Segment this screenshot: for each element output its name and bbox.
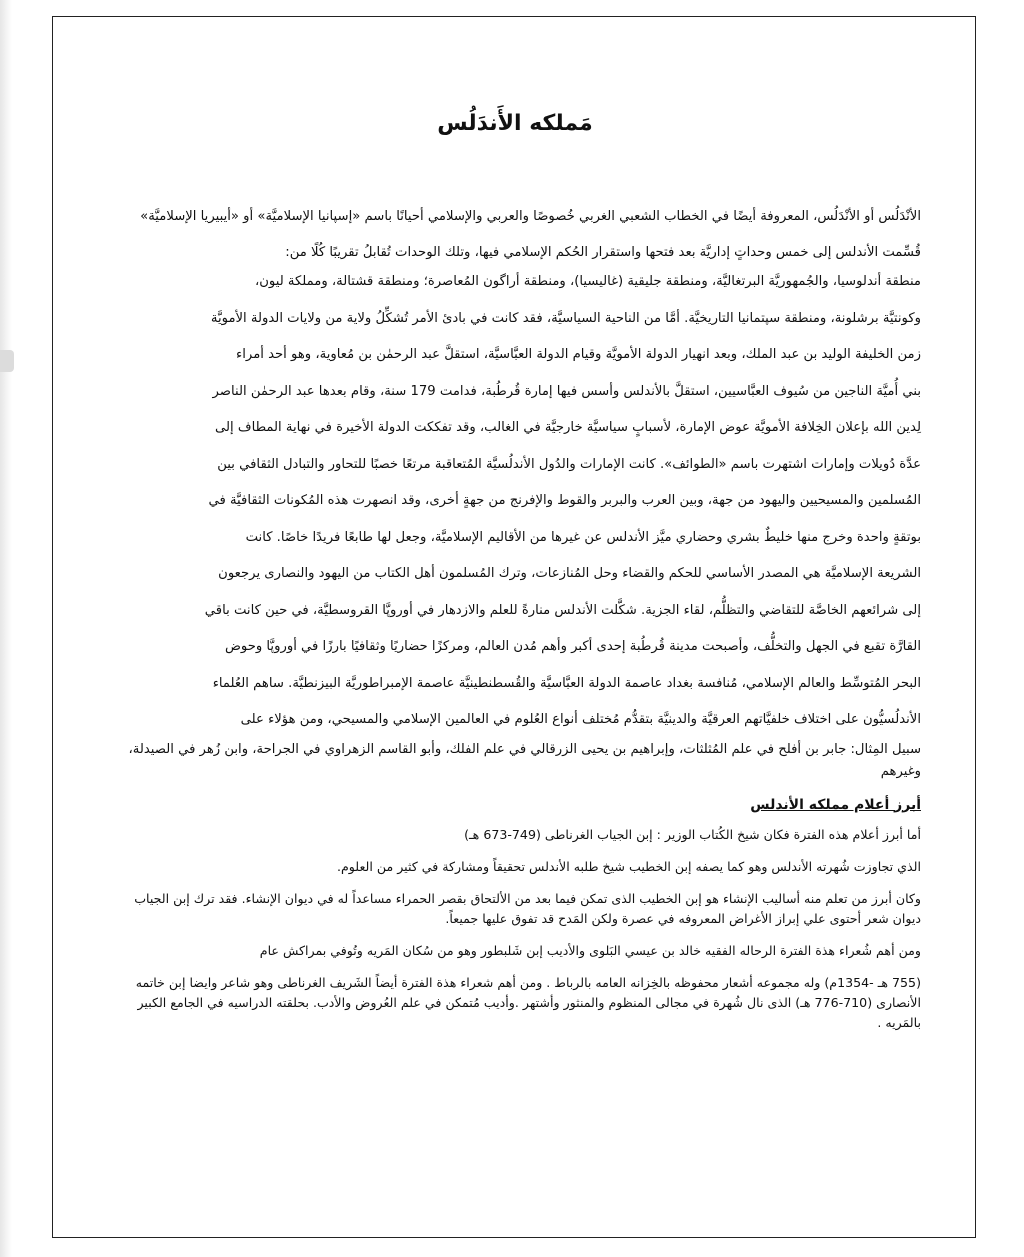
document-page	[52, 16, 976, 1238]
document-body	[109, 41, 921, 1045]
body-line: بني أُميَّة الناجين من سُيوف العبَّاسيين، استقلَّ بالأندلس وأسس فيها إمارة قُرطُبة، فدامت 179 سنة، وقام بعدها عبد الرحمٰن الناصر	[212, 383, 921, 399]
body-line: بوتقةٍ واحدة وخرج منها خليطٌ بشري وحضاري ميَّز الأندلس عن غيرها من الأقاليم الإسلاميَّة، وجعل لها طابعًا فريدًا خاصًا. كانت	[245, 529, 921, 545]
body-lines	[109, 264, 921, 739]
section-paragraph: أما أبرز أعلام هذه الفترة فكان شيخ الكُتاب الوزير : إبن الجياب الغرناطى (749-673 هـ)	[464, 826, 921, 842]
body-line: إلى شرائعهم الخاصَّة للتقاضي والتظلُّم، لقاء الجزية. شكَّلت الأندلس منارةً للعلم والازدهار في أوروپَّا القروسطيَّة، في حين كانت باقي	[204, 602, 921, 618]
page-title: مَملكه الأَندَلُس	[437, 111, 593, 136]
example-paragraph: سبيل المِثال: جابر بن أفلح في علم المُثلثات، وإبراهيم بن يحيى الزرقالي في علم الفلك، وأبو القاسم الزهراوي في الجراحة، وابن زُهر في الصيدلة، وغيرهم	[128, 741, 921, 779]
body-line: الأندلُسيُّون على اختلاف خلفيَّاتهم العرقيَّة والدينيَّة بتقدُّم مُختلف أنواع العُلوم في العالمين الإسلامي والمسيحي، ومن هؤلاء على	[240, 712, 921, 727]
body-line: الشريعة الإسلاميَّة هي المصدر الأساسي للحكم والقضاء وحل المُنازعات، وترك المُسلمون أهل الكتاب من اليهود والنصارى يرجعون	[218, 566, 921, 581]
viewer-edge-shadow	[0, 0, 12, 1257]
section-paragraph: ومن أهم شُعراء هذة الفترة الرحاله الفقيه خالد بن عيسي البَلوى والأديب إبن شَلبطور وهو من سُكان المَريه وتُوفي بمراكش عام	[259, 942, 921, 958]
section-paragraphs	[109, 825, 921, 1033]
body-line: زمن الخليفة الوليد بن عبد الملك، وبعد انهيار الدولة الأمويَّة وقيام الدولة العبَّاسيَّة، استقلَّ عبد الرحمٰن بن مُعاوية، وهو أحد أمراء	[236, 347, 921, 362]
section-paragraph: الذي تجاوزت شُهرته الأندلس وهو كما يصفه إبن الخطيب شيخ طلبه الأندلس تحقيقاً ومشاركة في كثير من العلوم.	[337, 858, 921, 874]
body-line: منطقة أندلوسيا، والجُمهوريَّة البرتغاليَّة، ومنطقة جليقية (غاليسيا)، ومنطقة أراگون المُعاصرة؛ ومنطقة قشتالة، ومملكة ليون،	[254, 274, 921, 289]
viewer-side-handle[interactable]	[0, 350, 14, 372]
body-line: وكونتيَّة برشلونة، ومنطقة سپتمانيا التاريخيَّة. أمَّا من الناحية السياسيَّة، فقد كانت في بادئ الأمر تُشكِّلُ ولاية من ولايات الدولة الأمويَّة	[210, 310, 921, 326]
intro-paragraph: الأنْدَلُس أو الأنْدَلُس، المعروفة أيضًا في الخطاب الشعبي الغربي خُصوصًا والعربي والإسلامي أحيانًا باسم «إسپانيا الإسلاميَّة» أو «أيبيريا الإسلاميَّة»	[140, 209, 921, 224]
divided-paragraph: قُسِّمت الأندلس إلى خمس وحداتٍ إداريَّة بعد فتحها واستقرار الحُكم الإسلامي فيها، وتلك الوحدات تُقابلُ تقريبًا كُلًا من:	[285, 245, 921, 260]
section-heading: أبرز أعلام مملكه الأندلس	[750, 796, 921, 813]
body-line: المُسلمين والمسيحيين واليهود من جهة، وبين العرب والبربر والقوط والإفرنج من جهةٍ أخرى، وقد انصهرت هذه المُكونات الثقافيَّة في	[208, 493, 921, 508]
body-line: القارَّة تقبع في الجهل والتخلُّف، وأصبحت مدينة قُرطُبة إحدى أكبر وأهم مُدن العالم، ومركزًا حضاريًا وثقافيًا بارزًا في أوروپَّا وحوض	[224, 639, 921, 654]
body-line: البحر المُتوسِّط والعالم الإسلامي، مُنافسة بغداد عاصمة الدولة العبَّاسيَّة والقُسطنطينيَّة عاصمة الإمبراطوريَّة البيزنطيَّة. ساهم العُلماء	[212, 675, 921, 691]
section-paragraph: (755 هـ -1354م) وله مجموعه أشعار محفوظه بالخِزانه العامه بالرباط . ومن أهم شعراء هذة الفترة أيضاً الشَريف الغرناطى وهو شاعر وايضا إبن خاتمه الأنصارى (710-776 هـ) الذى نال شُهرة في مجالى المنظوم والمنثور وأشتهر .وأديب مُتمكن في علم العُروض والأدب. بحلقته الدراسيه في الجامع الكبير بالمَريه .	[135, 974, 921, 1030]
body-line: عدَّة دُويلات وإمارات اشتهرت باسم «الطوائف». كانت الإمارات والدُول الأندلُسيَّة المُتعاقبة مرتعًا خصبًا للتحاور والتبادل الثقافي بين	[217, 456, 921, 472]
body-line: لِدين الله بإعلان الخِلافة الأمويَّة عوض الإمارة، لأسبابٍ سياسيَّة خارجيَّة في الغالب، وقد تفككت الدولة الأخيرة في نهاية المطاف إلى	[215, 420, 921, 435]
section-paragraph: وكان أبرز من تعلم منه أساليب الإنشاء هو إبن الخطيب الذى تمكن فيما بعد من الألتحاق بقصر الحمراء مساعداً له في ديوان الإنشاء. فقد ترك إبن الجياب ديوان شعر أحتوى علي إبراز الأغراض المعروفه في عصرة ولكن المَدح قد تفوق عليها جميعاً.	[134, 890, 921, 926]
